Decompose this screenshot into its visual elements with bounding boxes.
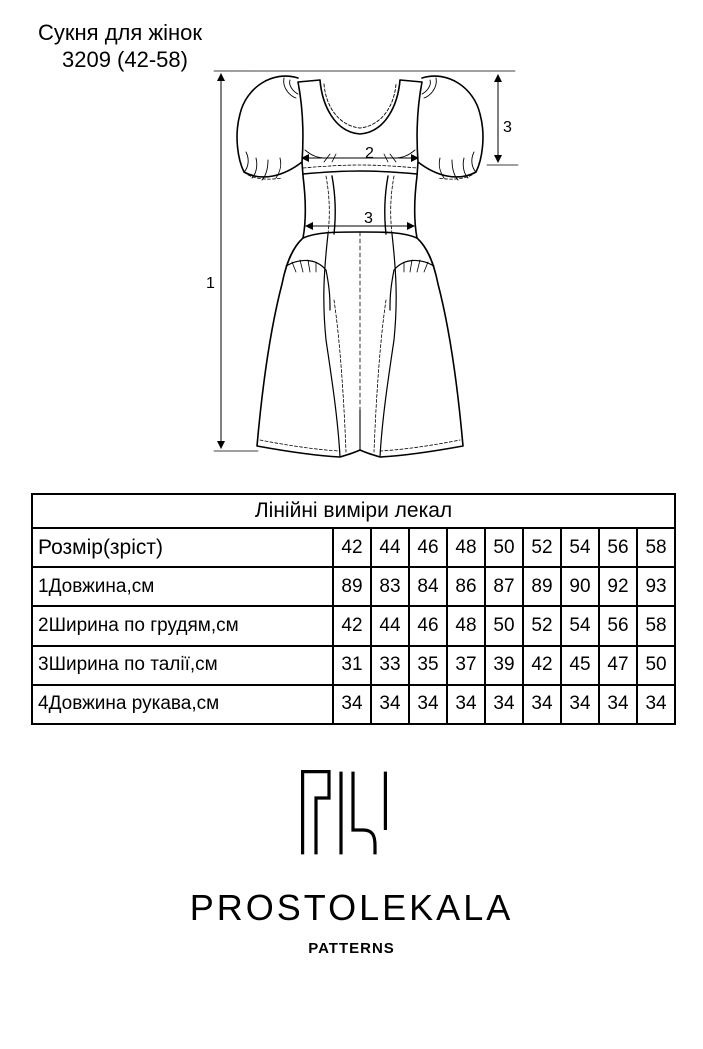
value-cell: 34 bbox=[371, 685, 409, 724]
table-caption: Лінійні виміри лекал bbox=[32, 494, 675, 528]
table-row bbox=[32, 606, 675, 645]
value-cell: 37 bbox=[447, 646, 485, 685]
value-cell: 89 bbox=[333, 567, 371, 606]
size-cell: 48 bbox=[447, 528, 485, 567]
value-cell: 90 bbox=[561, 567, 599, 606]
value-cell: 48 bbox=[447, 606, 485, 645]
size-cell: 58 bbox=[637, 528, 675, 567]
value-cell: 44 bbox=[371, 606, 409, 645]
table-row bbox=[32, 567, 675, 606]
value-cell: 34 bbox=[485, 685, 523, 724]
size-cell: 44 bbox=[371, 528, 409, 567]
value-cell: 54 bbox=[561, 606, 599, 645]
product-model: 3209 (42-58) bbox=[62, 47, 188, 72]
value-cell: 34 bbox=[561, 685, 599, 724]
value-cell: 89 bbox=[523, 567, 561, 606]
value-cell: 58 bbox=[637, 606, 675, 645]
value-cell: 34 bbox=[637, 685, 675, 724]
size-cell: 50 bbox=[485, 528, 523, 567]
size-cell: 56 bbox=[599, 528, 637, 567]
row-label: 2Ширина по грудям,см bbox=[32, 606, 333, 645]
table-row bbox=[32, 685, 675, 724]
value-cell: 39 bbox=[485, 646, 523, 685]
value-cell: 34 bbox=[447, 685, 485, 724]
table-header-row bbox=[32, 528, 675, 567]
value-cell: 31 bbox=[333, 646, 371, 685]
value-cell: 92 bbox=[599, 567, 637, 606]
value-cell: 50 bbox=[485, 606, 523, 645]
value-cell: 84 bbox=[409, 567, 447, 606]
size-cell: 46 bbox=[409, 528, 447, 567]
sleeve-measure-label: 3 bbox=[503, 119, 512, 136]
value-cell: 34 bbox=[409, 685, 447, 724]
value-cell: 42 bbox=[523, 646, 561, 685]
size-cell: 42 bbox=[333, 528, 371, 567]
row-label: 3Ширина по талії,см bbox=[32, 646, 333, 685]
value-cell: 42 bbox=[333, 606, 371, 645]
value-cell: 34 bbox=[523, 685, 561, 724]
size-header-label: Розмір(зріст) bbox=[32, 528, 333, 567]
row-label: 1Довжина,см bbox=[32, 567, 333, 606]
waist-measure-label: 3 bbox=[364, 210, 373, 227]
measurements-table bbox=[31, 493, 676, 725]
value-cell: 87 bbox=[485, 567, 523, 606]
value-cell: 34 bbox=[599, 685, 637, 724]
value-cell: 93 bbox=[637, 567, 675, 606]
value-cell: 83 bbox=[371, 567, 409, 606]
row-label: 4Довжина рукава,см bbox=[32, 685, 333, 724]
bust-measure-label: 2 bbox=[365, 145, 374, 162]
value-cell: 47 bbox=[599, 646, 637, 685]
value-cell: 56 bbox=[599, 606, 637, 645]
value-cell: 52 bbox=[523, 606, 561, 645]
product-title: Сукня для жінок bbox=[38, 20, 203, 45]
brand-subtitle: PATTERNS bbox=[308, 940, 395, 957]
size-cell: 52 bbox=[523, 528, 561, 567]
value-cell: 46 bbox=[409, 606, 447, 645]
value-cell: 33 bbox=[371, 646, 409, 685]
brand-name: PROSTOLEKALA bbox=[189, 887, 514, 928]
value-cell: 86 bbox=[447, 567, 485, 606]
dress-technical-drawing bbox=[0, 0, 703, 480]
size-cell: 54 bbox=[561, 528, 599, 567]
value-cell: 35 bbox=[409, 646, 447, 685]
value-cell: 34 bbox=[333, 685, 371, 724]
table-row bbox=[32, 646, 675, 685]
length-measure-label: 1 bbox=[206, 275, 215, 292]
value-cell: 50 bbox=[637, 646, 675, 685]
brand-logo-icon bbox=[301, 770, 387, 856]
value-cell: 45 bbox=[561, 646, 599, 685]
